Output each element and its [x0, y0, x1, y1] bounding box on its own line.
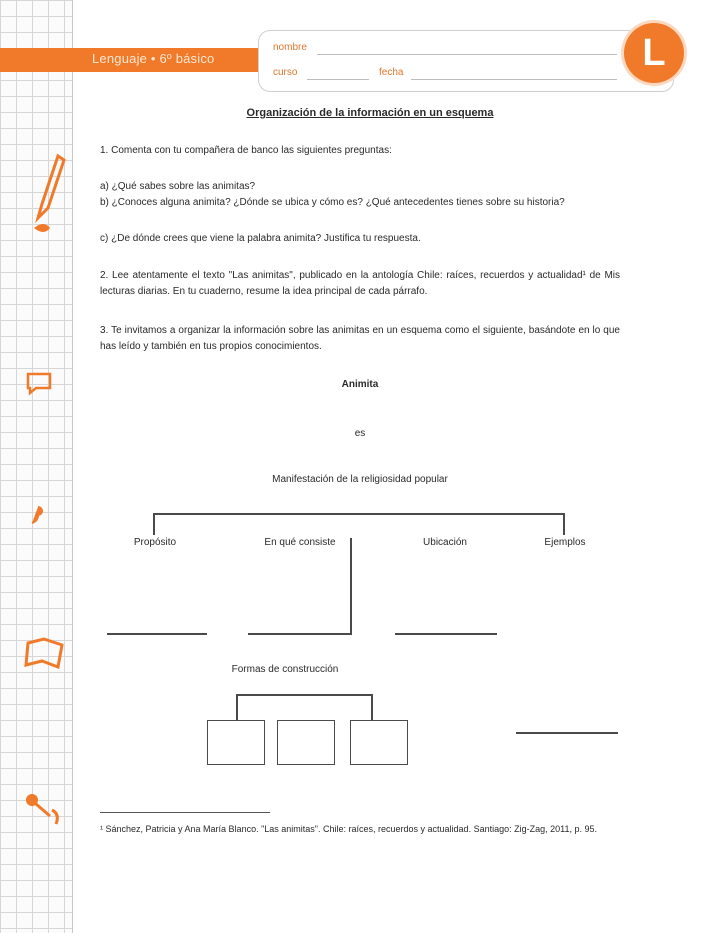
question-1-a: a) ¿Qué sabes sobre las animitas? — [100, 181, 256, 192]
answer-box-3[interactable] — [350, 720, 408, 765]
curso-label: curso — [273, 67, 298, 78]
branch-ejemplos: Ejemplos — [544, 537, 586, 548]
bracket-horizontal — [153, 513, 565, 515]
sub-bracket-horizontal — [236, 694, 373, 696]
nombre-label: nombre — [273, 42, 307, 53]
page-title: Organización de la información en un esquema — [246, 107, 494, 119]
diagram-root: Animita — [341, 379, 379, 390]
branch-en-que-consiste: En qué consiste — [264, 537, 336, 548]
fecha-label: fecha — [379, 67, 404, 78]
answer-box-2[interactable] — [277, 720, 335, 765]
answer-line-ejemplos[interactable] — [516, 732, 618, 734]
question-3: 3. Te invitamos a organizar la información sobre las animitas en un esquema como el siguiente, basándote en lo que has leído y también en tus propios conocimientos. — [100, 325, 620, 352]
nombre-field[interactable] — [317, 54, 617, 55]
diagram-connector: es — [354, 428, 366, 439]
strip-divider — [72, 0, 73, 933]
diagram-definition: Manifestación de la religiosidad popular — [272, 474, 448, 485]
answer-line-proposito[interactable] — [107, 633, 207, 635]
curso-field[interactable] — [307, 79, 369, 80]
question-1-c: c) ¿De dónde crees que viene la palabra animita? Justifica tu respuesta. — [100, 233, 421, 244]
book-icon — [24, 635, 66, 671]
fecha-field[interactable] — [411, 79, 617, 80]
subject-label: Lenguaje • 6º básico — [92, 51, 215, 66]
bracket-left — [153, 513, 155, 535]
branch-proposito: Propósito — [133, 537, 177, 548]
question-2: 2. Lee atentamente el texto "Las animitas", publicado en la antología Chile: raíces, recuerdos y actualidad¹ de Mis lecturas diarias. En tu cuaderno, resume la idea principal de cada párrafo. — [100, 270, 620, 297]
answer-box-1[interactable] — [207, 720, 265, 765]
sub-label-construccion: Formas de construcción — [231, 664, 339, 675]
sub-bracket-left — [236, 694, 238, 721]
quill-icon — [22, 790, 66, 830]
consiste-vertical — [350, 538, 352, 635]
bracket-right — [563, 513, 565, 535]
branch-ubicacion: Ubicación — [423, 537, 467, 548]
comma-icon — [30, 505, 46, 525]
question-1-b: b) ¿Conoces alguna animita? ¿Dónde se ubica y cómo es? ¿Qué antecedentes tienes sobre su historia? — [100, 197, 565, 208]
answer-line-ubicacion[interactable] — [395, 633, 497, 635]
question-1-intro: 1. Comenta con tu compañera de banco las siguientes preguntas: — [100, 145, 392, 156]
pencil-icon — [28, 150, 68, 240]
student-info-box — [258, 30, 674, 92]
answer-line-consiste[interactable] — [248, 633, 352, 635]
sub-bracket-right — [371, 694, 373, 721]
footnote: ¹ Sánchez, Patricia y Ana María Blanco. "Las animitas". Chile: raíces, recuerdos y actualidad. Santiago: Zig-Zag, 2011, p. 95. — [100, 824, 597, 834]
footnote-rule — [100, 812, 270, 813]
subject-badge: L — [624, 23, 684, 83]
speech-bubble-icon — [24, 370, 56, 396]
